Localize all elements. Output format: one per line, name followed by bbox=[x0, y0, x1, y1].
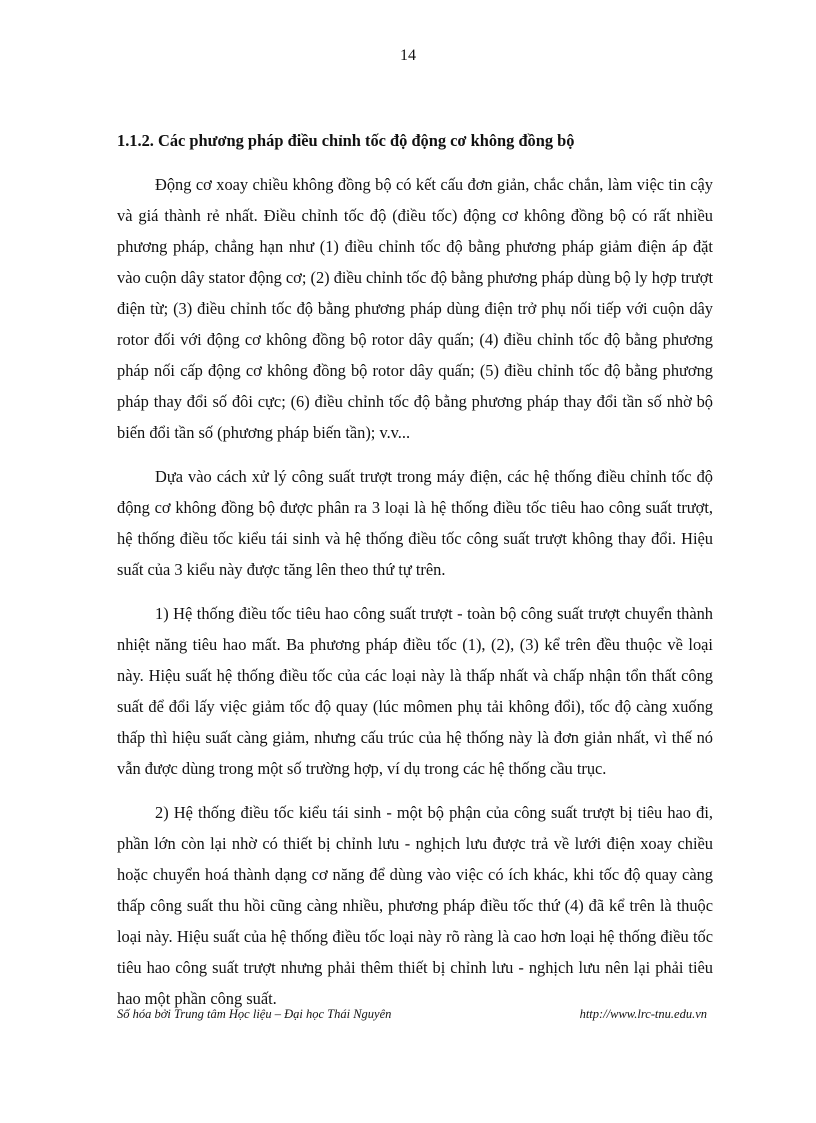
paragraph-intro: Động cơ xoay chiều không đồng bộ có kết cấu đơn giản, chắc chắn, làm việc tin cậy và giá thành rẻ nhất. Điều chỉnh tốc độ (điều tốc) động cơ không đồng bộ có rất nhiều phương pháp, chẳng hạn như (1) điều chỉnh tốc độ bằng phương pháp giảm điện áp đặt vào cuộn dây stator động cơ; (2) điều chỉnh tốc độ bằng phương pháp dùng bộ ly hợp trượt điện từ; (3) điều chỉnh tốc độ bằng phương pháp dùng điện trở phụ nối tiếp với cuộn dây rotor đối với động cơ không đồng bộ rotor dây quấn; (4) điều chỉnh tốc độ bằng phương pháp nối cấp động cơ không đồng bộ rotor dây quấn; (5) điều chỉnh tốc độ bằng phương pháp thay đổi số đôi cực; (6) điều chỉnh tốc độ bằng phương pháp thay đổi tần số nhờ bộ biến đổi tần số (phương pháp biến tần); v.v... bbox=[117, 175, 713, 442]
footer-source: Số hóa bởi Trung tâm Học liệu – Đại học Thái Nguyên bbox=[117, 1007, 392, 1021]
paragraph-type-2: 2) Hệ thống điều tốc kiểu tái sinh - một bộ phận của công suất trượt bị tiêu hao đi, phần lớn còn lại nhờ có thiết bị chỉnh lưu - nghịch lưu được trả về lưới điện xoay chiều hoặc chuyển hoá thành dạng cơ năng để dùng vào việc có ích khác, khi tốc độ quay càng thấp công suất thu hồi cũng càng nhiều, phương pháp điều tốc thứ (4) đã kể trên là thuộc loại này. Hiệu suất của hệ thống điều tốc loại này rõ ràng là cao hơn loại hệ thống điều tốc tiêu hao công suất trượt nhưng phải thêm thiết bị chỉnh lưu - nghịch lưu nên lại phải tiêu hao một phần công suất. bbox=[117, 803, 713, 1008]
body-text bbox=[117, 169, 713, 1027]
paragraph-type-1: 1) Hệ thống điều tốc tiêu hao công suất trượt - toàn bộ công suất trượt chuyển thành nhiệt năng tiêu hao mất. Ba phương pháp điều tốc (1), (2), (3) kể trên đều thuộc về loại này. Hiệu suất hệ thống điều tốc của các loại này là thấp nhất và chấp nhận tổn thất công suất để đổi lấy việc giảm tốc độ quay (lúc mômen phụ tải không đổi), tốc độ càng xuống thấp thì hiệu suất càng giảm, nhưng cấu trúc của hệ thống này là đơn giản nhất, vì thế nó vẫn được dùng trong một số trường hợp, ví dụ trong các hệ thống cầu trục. bbox=[117, 604, 713, 778]
paragraph-classification: Dựa vào cách xử lý công suất trượt trong máy điện, các hệ thống điều chỉnh tốc độ động cơ không đồng bộ được phân ra 3 loại là hệ thống điều tốc tiêu hao công suất trượt, hệ thống điều tốc kiểu tái sinh và hệ thống điều tốc công suất trượt không thay đổi. Hiệu suất của 3 kiểu này được tăng lên theo thứ tự trên. bbox=[117, 467, 713, 579]
page-number: 14 bbox=[400, 47, 416, 64]
footer-url: http://www.lrc-tnu.edu.vn bbox=[579, 1007, 707, 1021]
section-heading: 1.1.2. Các phương pháp điều chỉnh tốc độ động cơ không đồng bộ bbox=[117, 131, 575, 150]
